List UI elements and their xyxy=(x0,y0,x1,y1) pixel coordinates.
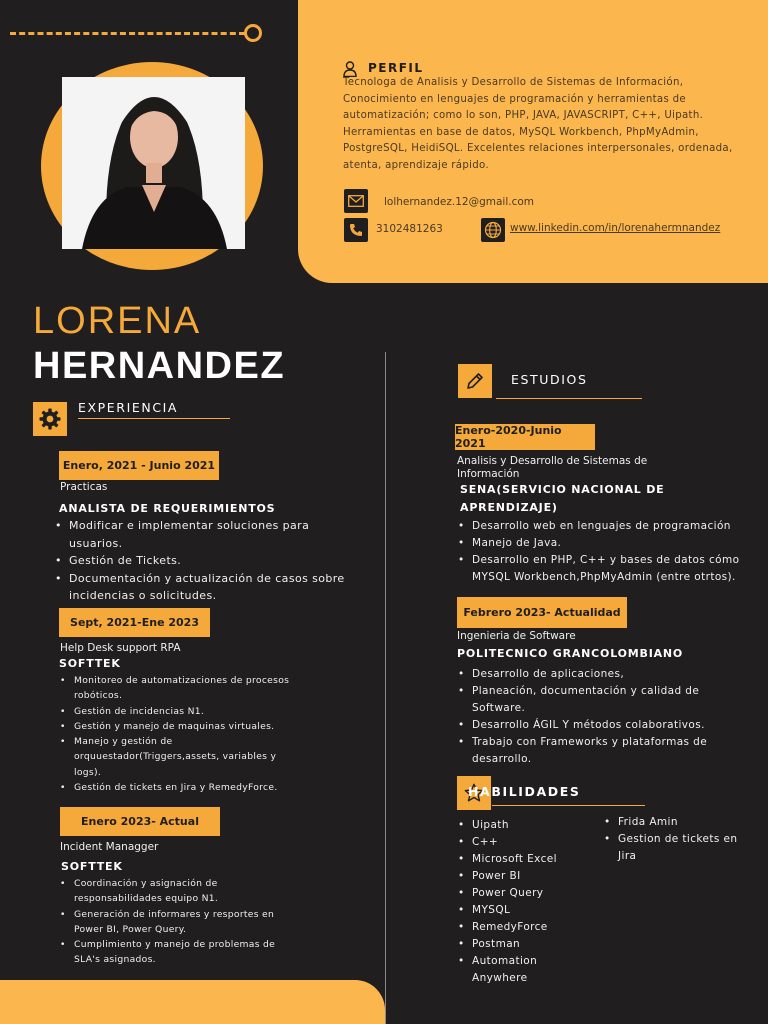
study-degree: Ingenieria de Software xyxy=(457,630,576,642)
list-item: • Frida Amin xyxy=(604,814,754,831)
list-item: • Gestión y manejo de maquinas virtuales. xyxy=(60,719,300,734)
job-role: Practicas xyxy=(60,481,108,493)
perfil-text: Tecnologa de Analisis y Desarrollo de Sistemas de Información, Conocimiento en lenguajes de programación y herramientas de automatización; como lo son, PHP, JAVA, JAVASCRIPT, C++, Uipath. Herramientas en base de datos, MySQL Workbench, PhpMyAdmin, PostgreSQL, HeidiSQL. Excelentes relaciones interpersonales, ordenada, atenta, aprendizaje rápido. xyxy=(343,77,733,171)
skills-list-2 xyxy=(604,814,754,865)
perfil-title: PERFIL xyxy=(368,61,424,75)
estudios-underline xyxy=(496,398,642,399)
last-name: HERNANDEZ xyxy=(33,345,286,387)
list-item: • Generación de informares y resportes en Power BI, Power Query. xyxy=(60,907,285,938)
dashed-decoration xyxy=(10,32,245,35)
dashed-decoration-dot xyxy=(244,24,262,42)
list-item: • MYSQL xyxy=(458,902,593,919)
list-item: • Trabajo con Frameworks y plataformas de desarrollo. xyxy=(458,734,728,768)
study-date-badge: Enero-2020-Junio 2021 xyxy=(455,424,595,450)
linkedin-link[interactable]: www.linkedin.com/in/lorenahermnandez xyxy=(510,222,721,234)
email-text[interactable]: lolhernandez.12@gmail.com xyxy=(384,196,535,208)
phone-icon xyxy=(344,218,368,242)
list-item: • Planeación, documentación y calidad de Software. xyxy=(458,683,728,717)
list-item: • Coordinación y asignación de responsabilidades equipo N1. xyxy=(60,876,285,907)
experiencia-underline xyxy=(78,418,230,419)
habilidades-underline xyxy=(492,805,645,806)
job-date-badge: Enero, 2021 - Junio 2021 xyxy=(59,451,219,480)
job-duties-list xyxy=(60,673,300,795)
list-item: • Uipath xyxy=(458,817,593,834)
list-item: • Monitoreo de automatizaciones de procesos robóticos. xyxy=(60,673,300,704)
list-item: • Gestión de incidencias N1. xyxy=(60,704,300,719)
footer-panel xyxy=(0,980,385,1024)
job-company: SOFTTEK xyxy=(59,657,121,670)
skills-list-1 xyxy=(458,817,593,987)
list-item: • Desarrollo de aplicaciones, xyxy=(458,666,728,683)
list-item: • Documentación y actualización de casos sobre incidencias o solicitudes. xyxy=(55,570,355,605)
job-duties-list xyxy=(60,876,285,968)
estudios-title: ESTUDIOS xyxy=(511,372,588,387)
first-name: LORENA xyxy=(33,300,202,342)
list-item: • Desarrollo en PHP, C++ y bases de datos cómo MYSQL Workbench,PhpMyAdmin (entre otrtos). xyxy=(458,552,748,586)
study-topics-list xyxy=(458,666,728,768)
study-school: POLITECNICO GRANCOLOMBIANO xyxy=(457,647,684,660)
gear-icon xyxy=(33,402,67,436)
list-item: • Desarrollo ÁGIL Y métodos colaborativos. xyxy=(458,717,728,734)
habilidades-title: HABILIDADES xyxy=(468,784,581,799)
pencil-icon xyxy=(458,364,492,398)
job-date-badge: Enero 2023- Actual xyxy=(60,807,220,836)
job-duties-list xyxy=(55,517,355,605)
list-item: • Cumplimiento y manejo de problemas de SLA's asignados. xyxy=(60,937,285,968)
list-item: • Power BI xyxy=(458,868,593,885)
column-divider xyxy=(385,352,386,1024)
list-item: • C++ xyxy=(458,834,593,851)
experiencia-title: EXPERIENCIA xyxy=(78,400,179,415)
study-degree: Analisis y Desarrollo de Sistemas de Información xyxy=(457,455,648,480)
list-item: • Gestión de Tickets. xyxy=(55,552,355,570)
list-item: • Automation Anywhere xyxy=(458,953,538,987)
phone-text: 3102481263 xyxy=(376,223,443,235)
list-item: • Microsoft Excel xyxy=(458,851,593,868)
job-role: Help Desk support RPA xyxy=(60,642,181,654)
list-item: • Gestion de tickets en Jira xyxy=(604,831,754,865)
envelope-icon xyxy=(344,189,368,213)
list-item: • Modificar e implementar soluciones para usuarios. xyxy=(55,517,355,552)
profile-photo xyxy=(62,77,245,249)
study-school: SENA(SERVICIO NACIONAL DE APRENDIZAJE) xyxy=(460,483,665,514)
job-date-badge: Sept, 2021-Ene 2023 xyxy=(59,608,210,637)
list-item: • Desarrollo web en lenguajes de programación xyxy=(458,518,748,535)
study-topics-list xyxy=(458,518,748,586)
globe-icon xyxy=(481,218,505,242)
list-item: • Manejo de Java. xyxy=(458,535,748,552)
list-item: • RemedyForce xyxy=(458,919,593,936)
study-date-badge: Febrero 2023- Actualidad xyxy=(457,597,627,628)
job-company: SOFTTEK xyxy=(61,860,123,873)
list-item: • Manejo y gestión de orquuestador(Triggers,assets, variables y logs). xyxy=(60,734,300,780)
list-item: • Gestión de tickets en Jira y RemedyForce. xyxy=(60,780,300,795)
job-company: ANALISTA DE REQUERIMIENTOS xyxy=(59,502,276,515)
job-role: Incident Managger xyxy=(60,841,159,853)
list-item: • Postman xyxy=(458,936,593,953)
list-item: • Power Query xyxy=(458,885,593,902)
